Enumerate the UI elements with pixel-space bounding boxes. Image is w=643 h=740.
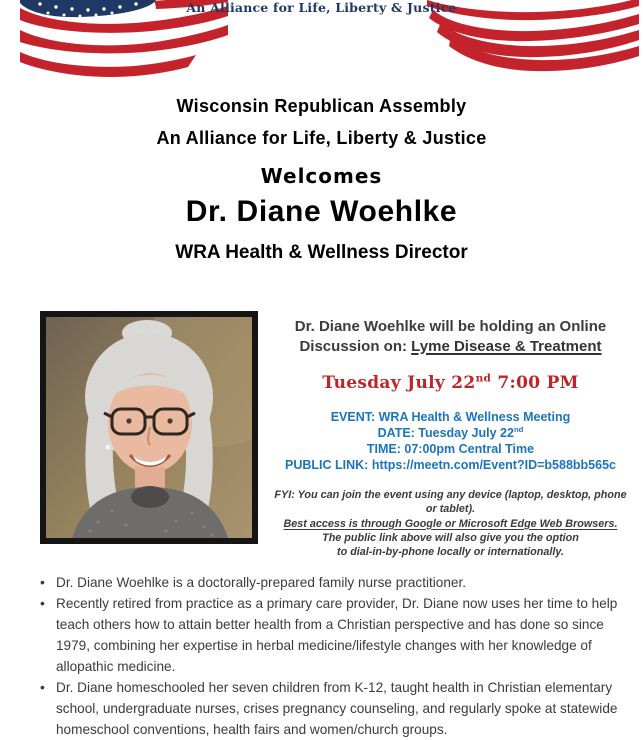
- bio-bullet: • Dr. Diane homeschooled her seven children from K-12, taught health in Christian elementary school, undergraduate nurses, crises pregnancy counseling, and regularly spoke at statewide homeschool conventions, health fairs and women/church groups.: [38, 677, 633, 740]
- event-time-text: 7:00 PM: [491, 373, 579, 393]
- event-datetime-headline: [268, 373, 633, 393]
- fyi-line2: Best access is through Google or Microsoft Edge Web Browsers.: [283, 517, 618, 530]
- date-line-text: DATE: Tuesday July 22: [377, 426, 514, 440]
- public-link-url[interactable]: https://meetn.com/Event?ID=b588bb565c: [371, 458, 616, 472]
- announcement-line2-prefix: Discussion on:: [299, 337, 412, 355]
- speaker-role: WRA Health & Wellness Director: [175, 242, 468, 263]
- discussion-topic: Lyme Disease & Treatment: [411, 337, 602, 355]
- bio-bullet: • Recently retired from practice as a primary care provider, Dr. Diane now uses her time to help teach others how to attain better health from a Christian perspective and has done so since 1979, combining her expertise in herbal medicine/lifestyle changes with her knowledge of allopathic medicine.: [38, 593, 633, 677]
- bio-bullet: • Dr. Diane Woehlke is a doctorally-prepared family nurse practitioner.: [38, 572, 633, 593]
- fyi-line4: to dial-in-by-phone locally or internationally.: [337, 546, 564, 558]
- event-date-text: Tuesday July 22: [322, 373, 476, 393]
- date-line-ordinal: nd: [513, 424, 524, 434]
- fyi-note: [268, 488, 633, 559]
- fyi-line1: FYI: You can join the event using any device (laptop, desktop, phone or tablet).: [274, 489, 627, 516]
- event-line: EVENT: WRA Health & Wellness Meeting: [330, 410, 571, 424]
- header-tagline: An Alliance for Life, Liberty & Justice: [186, 0, 457, 15]
- event-details: [268, 410, 633, 473]
- content-row: [0, 311, 643, 559]
- announcement-line1: Dr. Diane Woehlke will be holding an Online: [294, 318, 607, 335]
- time-line: TIME: 07:00pm Central Time: [366, 442, 535, 456]
- speaker-name: Dr. Diane Woehlke: [185, 195, 458, 228]
- bio-bullet-list: [38, 572, 633, 740]
- welcomes-text: Welcomes: [260, 164, 383, 188]
- event-date-ordinal: nd: [475, 372, 492, 385]
- fyi-line3: The public link above will also give you the option: [322, 531, 579, 544]
- announcement-text: [268, 317, 633, 356]
- title-block: [0, 96, 643, 264]
- portrait-photo: [40, 311, 258, 544]
- org-name: Wisconsin Republican Assembly: [176, 96, 467, 116]
- event-info-column: [258, 311, 637, 559]
- date-line: [268, 426, 633, 441]
- header: [0, 0, 643, 88]
- public-link-line: [268, 458, 633, 473]
- org-tagline: An Alliance for Life, Liberty & Justice: [156, 128, 487, 148]
- public-link-label: PUBLIC LINK:: [285, 458, 372, 472]
